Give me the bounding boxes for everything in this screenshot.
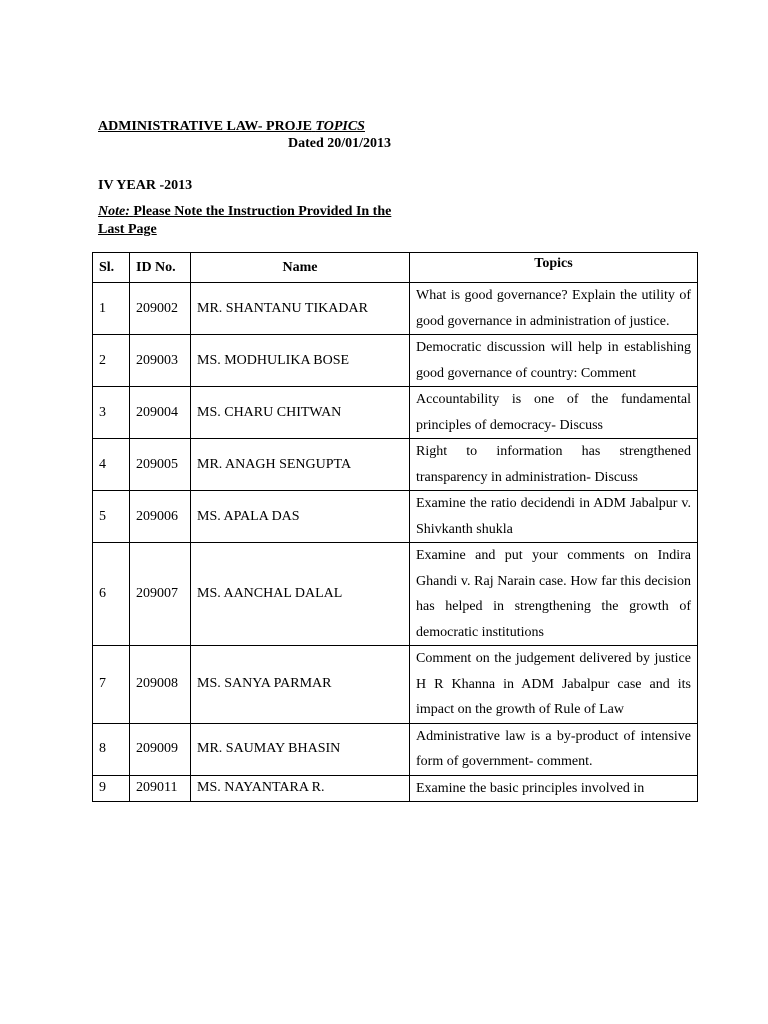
note-block <box>98 203 408 239</box>
cell-id: 209005 <box>130 439 191 491</box>
cell-id: 209004 <box>130 387 191 439</box>
cell-name: MS. APALA DAS <box>191 491 410 543</box>
table-header-row <box>93 253 698 283</box>
cell-sl: 1 <box>93 283 130 335</box>
cell-sl: 5 <box>93 491 130 543</box>
cell-name: MS. AANCHAL DALAL <box>191 543 410 646</box>
cell-topic: What is good governance? Explain the utility of good governance in administration of justice. <box>410 283 698 335</box>
cell-topic: Right to information has strengthened transparency in administration- Discuss <box>410 439 698 491</box>
cell-topic: Accountability is one of the fundamental principles of democracy- Discuss <box>410 387 698 439</box>
table-row <box>93 283 698 335</box>
column-header-sl: Sl. <box>93 253 130 283</box>
table-row <box>93 491 698 543</box>
table-row <box>93 775 698 802</box>
title-italic: TOPICS <box>315 119 365 134</box>
cell-name: MS. CHARU CHITWAN <box>191 387 410 439</box>
cell-sl: 4 <box>93 439 130 491</box>
cell-sl: 2 <box>93 335 130 387</box>
cell-sl: 9 <box>93 775 130 802</box>
column-header-name: Name <box>191 253 410 283</box>
column-header-id: ID No. <box>130 253 191 283</box>
cell-sl: 7 <box>93 646 130 724</box>
cell-name: MS. SANYA PARMAR <box>191 646 410 724</box>
cell-name: MR. SAUMAY BHASIN <box>191 723 410 775</box>
table-row <box>93 439 698 491</box>
table-row <box>93 723 698 775</box>
cell-topic: Examine the ratio decidendi in ADM Jabalpur v. Shivkanth shukla <box>410 491 698 543</box>
cell-id: 209011 <box>130 775 191 802</box>
table-row <box>93 646 698 724</box>
title-main: ADMINISTRATIVE LAW- PROJE <box>98 119 312 134</box>
document-title <box>98 119 365 135</box>
cell-id: 209006 <box>130 491 191 543</box>
note-label: Note: <box>98 204 130 219</box>
year-heading: IV YEAR -2013 <box>98 178 193 193</box>
cell-id: 209008 <box>130 646 191 724</box>
table-row <box>93 335 698 387</box>
cell-topic: Comment on the judgement delivered by justice H R Khanna in ADM Jabalpur case and its impact on the growth of Rule of Law <box>410 646 698 724</box>
cell-name: MS. MODHULIKA BOSE <box>191 335 410 387</box>
note-text: Please Note the Instruction Provided In the Last Page <box>98 204 392 237</box>
cell-topic: Administrative law is a by-product of intensive form of government- comment. <box>410 723 698 775</box>
cell-topic: Examine the basic principles involved in <box>410 775 698 802</box>
table-row <box>93 387 698 439</box>
cell-sl: 8 <box>93 723 130 775</box>
cell-topic: Examine and put your comments on Indira Ghandi v. Raj Narain case. How far this decision has helped in strengthening the growth of democratic institutions <box>410 543 698 646</box>
cell-id: 209002 <box>130 283 191 335</box>
cell-sl: 6 <box>93 543 130 646</box>
cell-name: MR. ANAGH SENGUPTA <box>191 439 410 491</box>
document-date: Dated 20/01/2013 <box>288 136 392 151</box>
cell-id: 209007 <box>130 543 191 646</box>
topics-table <box>92 252 698 802</box>
cell-id: 209003 <box>130 335 191 387</box>
cell-sl: 3 <box>93 387 130 439</box>
cell-name: MS. NAYANTARA R. <box>191 775 410 802</box>
cell-id: 209009 <box>130 723 191 775</box>
cell-name: MR. SHANTANU TIKADAR <box>191 283 410 335</box>
cell-topic: Democratic discussion will help in establishing good governance of country: Comment <box>410 335 698 387</box>
table-row <box>93 543 698 646</box>
column-header-topics: Topics <box>410 253 698 283</box>
